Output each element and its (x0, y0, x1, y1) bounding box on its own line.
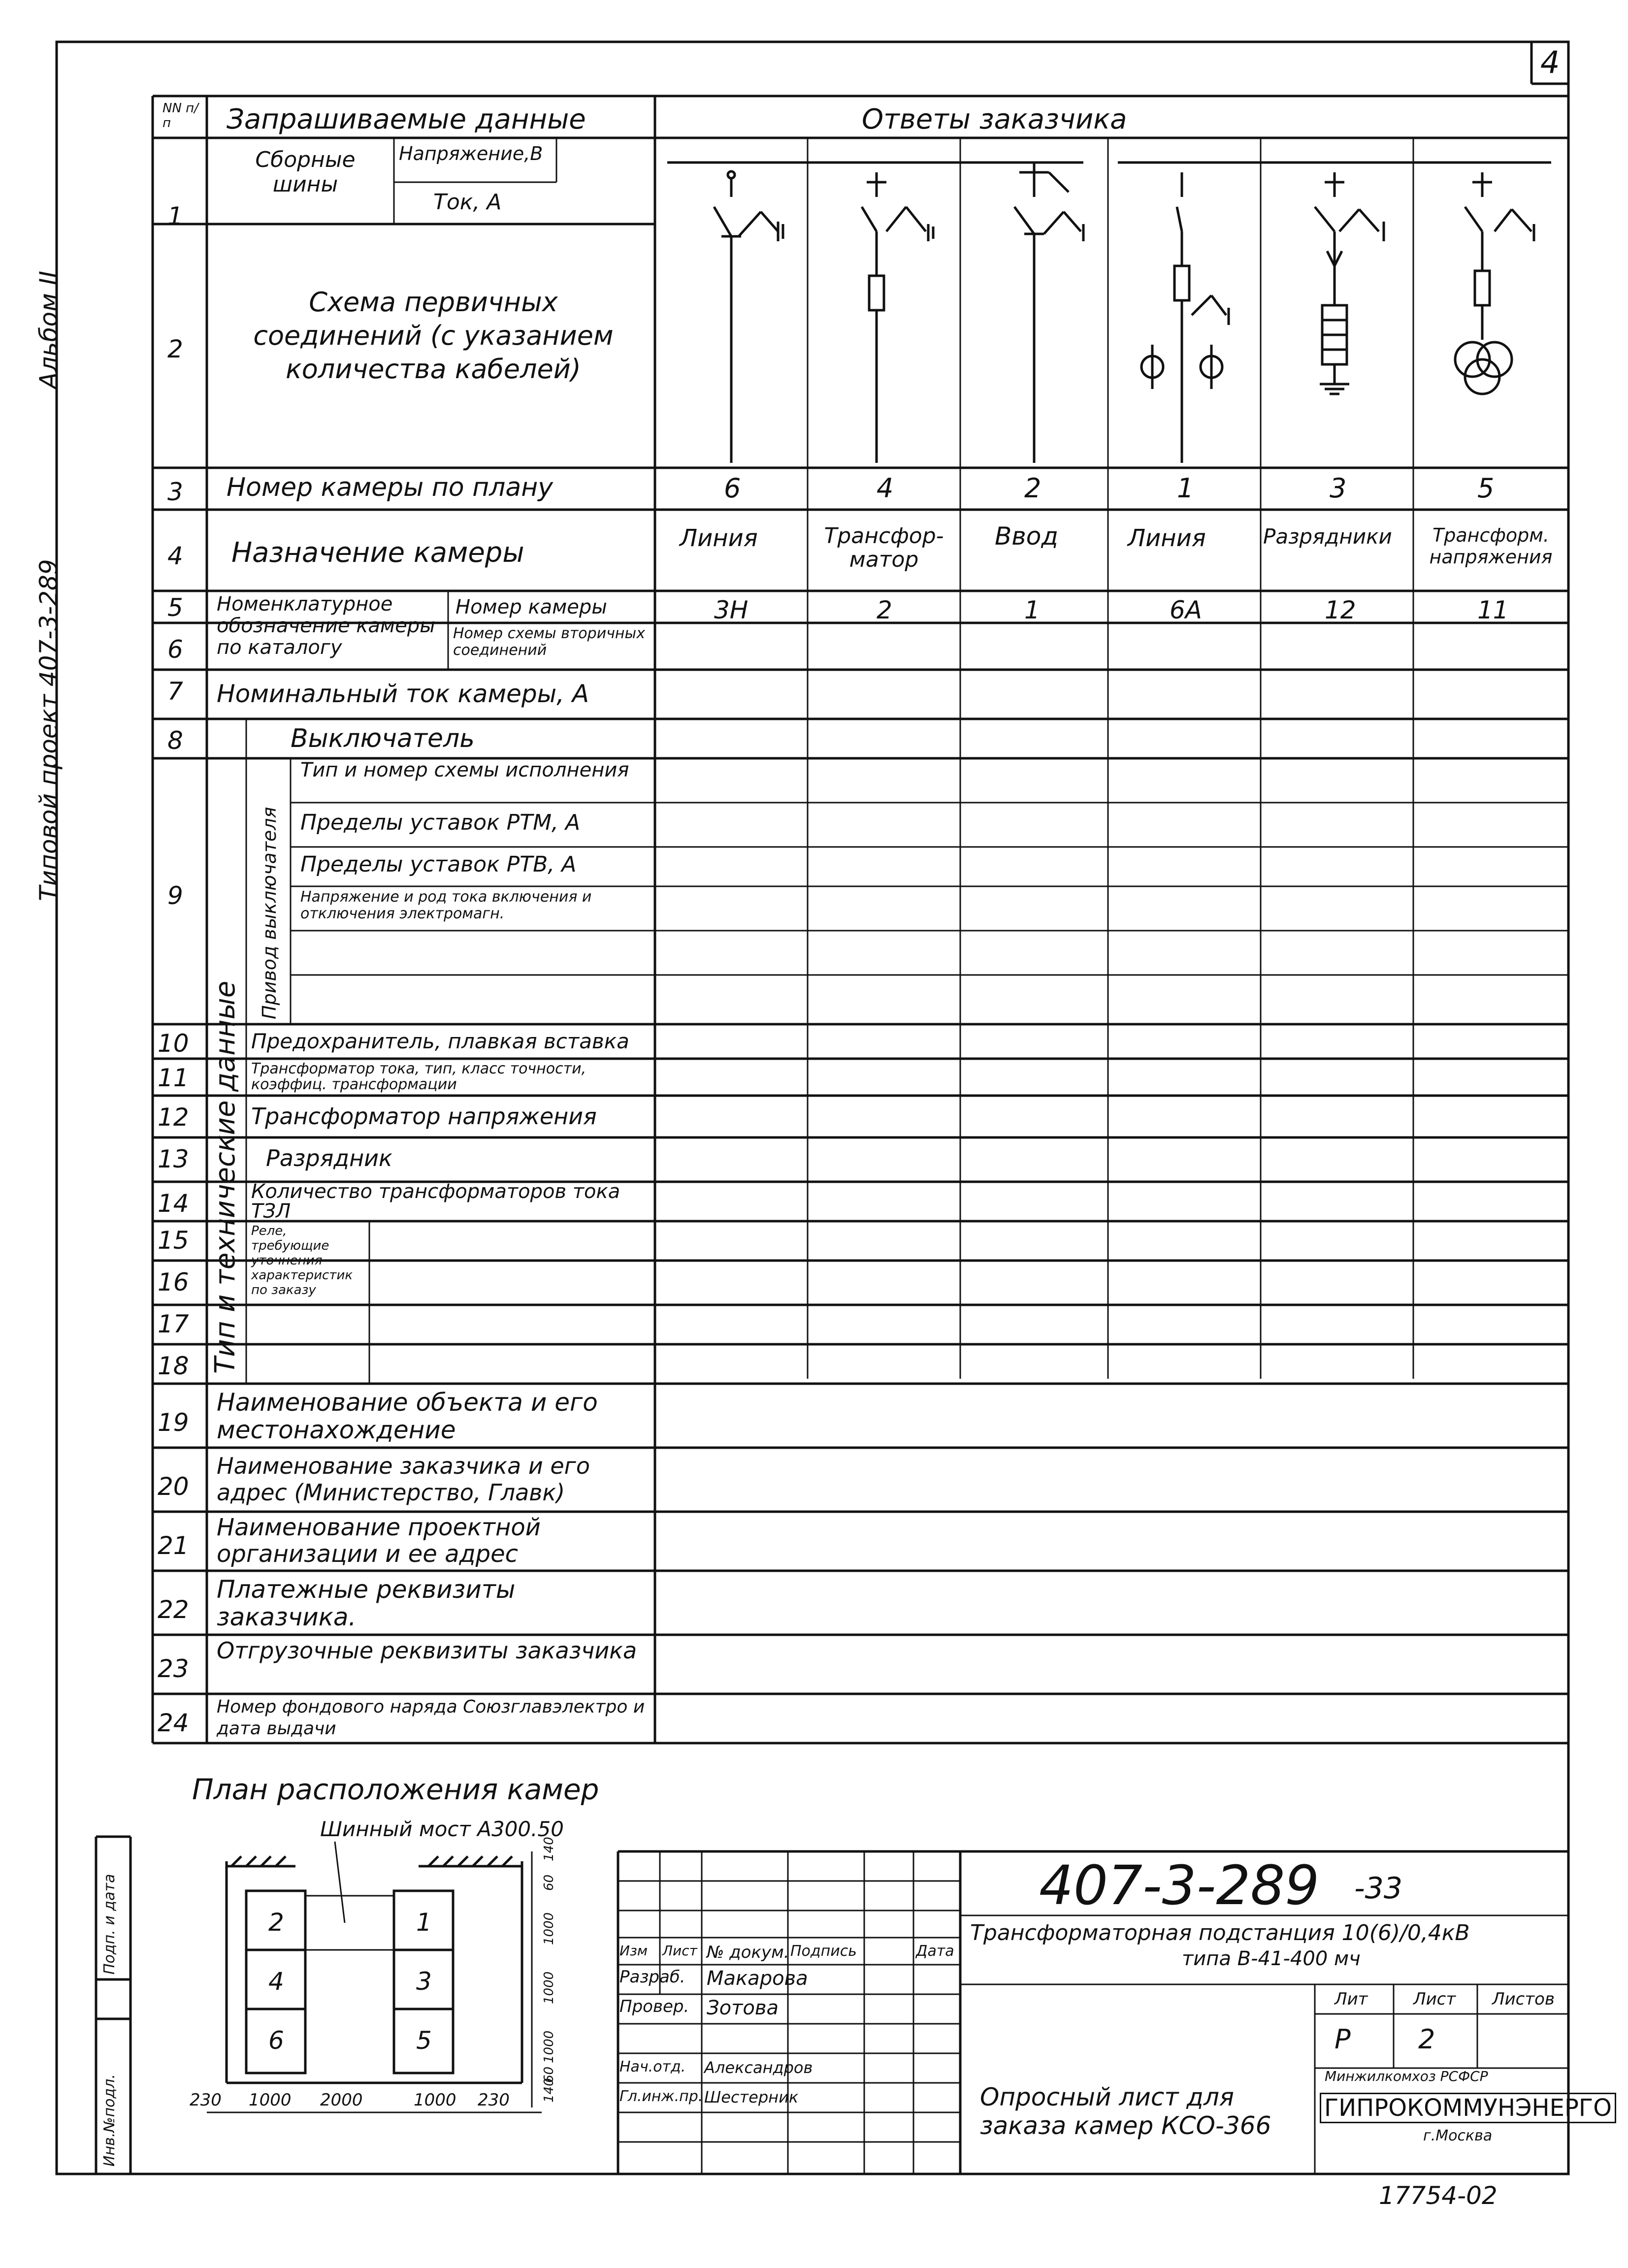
cell-number: 2 (268, 1908, 284, 1937)
row-label: Трансформатор тока, тип, класс точности, коэффиц. трансформации (251, 1060, 586, 1093)
camera-purpose: Линия (1128, 524, 1206, 552)
row-label: Наименование заказчика и его адрес (Министерство, Главк) (217, 1453, 590, 1506)
cell-plan-drawing (207, 1842, 542, 2112)
stamp-name: Шестерник (704, 2088, 799, 2106)
stamp-header: Лист (662, 1943, 697, 1959)
row-no: 7 (167, 677, 183, 706)
dim-label: 230 (478, 2090, 510, 2110)
stamp-role: Разраб. (619, 1967, 685, 1987)
camera-number: 4 (877, 473, 894, 504)
doc-suffix: -33 (1354, 1871, 1402, 1906)
row-no: 6 (167, 635, 183, 664)
stamp-role: Провер. (619, 1997, 689, 2016)
dim-label: 140 (542, 1837, 556, 1861)
row-label: Номер камеры по плану (227, 473, 553, 502)
dim-label: 1000 (249, 2090, 292, 2110)
row-no: 21 (158, 1531, 189, 1560)
sign-date-label: Подп. и дата (101, 1874, 118, 1975)
row-no: 22 (158, 1595, 189, 1624)
row-sublabel: Номер схемы вторичных соединений (453, 625, 645, 659)
row-no: 14 (158, 1189, 189, 1218)
row-sublabel: Напряжение,В (399, 143, 543, 164)
camera-purpose: Трансформ. напряжения (1429, 524, 1553, 568)
dim-label: 1000 (542, 2030, 556, 2063)
stamp-role: Гл.инж.пр. (619, 2088, 703, 2105)
title-line2: типа В-41-400 мч (1182, 1947, 1361, 1970)
row-label: Платежные реквизиты заказчика. (217, 1575, 516, 1631)
row-label: Наименование объекта и его местонахождение (217, 1388, 598, 1444)
row-label: Номенклатурное обозначение камеры по каталогу (217, 593, 435, 659)
row-no: 1 (167, 202, 183, 230)
relay-group-label: Реле, требующие уточнения характеристик по заказу (251, 1224, 353, 1297)
row-no: 20 (158, 1472, 189, 1501)
dim-label: 60 (542, 1874, 556, 1891)
camera-purpose: Трансфор-матор (824, 523, 944, 572)
cell-number: 6 (268, 2026, 284, 2055)
row-sublabel: Тип и номер схемы исполнения (300, 759, 629, 781)
project-label: Типовой проект 407-3-289 (34, 559, 63, 901)
stamp-header: Дата (916, 1943, 954, 1960)
inv-no-label: Инв.№подл. (101, 2074, 118, 2167)
stamp-header: № докум. (707, 1943, 789, 1962)
row-no: 17 (158, 1310, 189, 1338)
row-sublabel: Напряжение и род тока включения и отключения электромагн. (300, 888, 592, 922)
plan-title: План расположения камер (192, 1773, 599, 1806)
camera-nomenclature: 12 (1325, 596, 1356, 624)
camera-number: 3 (1330, 473, 1347, 504)
col-requested-header: Запрашиваемые данные (227, 103, 586, 135)
stamp-header: Изм (619, 1943, 648, 1959)
drive-group-label: Привод выключателя (259, 807, 280, 1019)
bus-bridge-label: Шинный мост А300.50 (320, 1817, 564, 1841)
sheet-label: Лист (1413, 1989, 1456, 2009)
ministry: Минжилкомхоз РСФСР (1325, 2068, 1488, 2084)
schematics (667, 162, 1551, 463)
row-no: 16 (158, 1268, 189, 1296)
row-no: 3 (167, 478, 183, 506)
row-no: 11 (158, 1064, 189, 1092)
bottom-code: 17754-02 (1379, 2181, 1498, 2210)
title-line1: Трансформаторная подстанция 10(6)/0,4кВ (970, 1920, 1470, 1945)
cell-number: 3 (416, 1967, 432, 1996)
row-sublabel: Ток, А (433, 190, 502, 215)
row-label: Выключатель (291, 724, 475, 753)
cell-number: 4 (268, 1967, 284, 1996)
row-no: 13 (158, 1145, 189, 1173)
camera-nomenclature: 11 (1477, 596, 1509, 624)
col-answers-header: Ответы заказчика (862, 103, 1127, 135)
stamp-name: Зотова (707, 1997, 779, 2019)
tech-group-label: Тип и технические данные (209, 980, 241, 1374)
row-no: 19 (158, 1408, 189, 1437)
sheet-value: 2 (1418, 2024, 1435, 2055)
camera-nomenclature: 1 (1024, 596, 1040, 624)
dim-label: 60 (542, 2066, 556, 2083)
dim-label: 1000 (542, 1971, 556, 2004)
row-no: 4 (167, 542, 183, 570)
camera-nomenclature: 6А (1170, 596, 1203, 624)
stage-value: Р (1335, 2024, 1351, 2055)
stamp-name: Макарова (707, 1967, 808, 1990)
camera-purpose: Линия (680, 524, 758, 552)
cell-number: 1 (416, 1908, 432, 1937)
row-no: 23 (158, 1654, 189, 1683)
stamp-role: Нач.отд. (619, 2058, 686, 2075)
stage-label: Лит (1335, 1989, 1368, 2009)
row-sublabel: Номер камеры (456, 596, 607, 618)
sheet-title: Опросный лист для заказа камер КСО-366 (980, 2083, 1271, 2140)
row-label: Номинальный ток камеры, А (217, 680, 589, 708)
row-label: Предохранитель, плавкая вставка (251, 1029, 629, 1053)
row-label: Сборные шины (255, 147, 356, 197)
row-no: 12 (158, 1103, 189, 1132)
camera-number: 6 (724, 473, 741, 504)
dim-label: 140 (542, 2078, 556, 2103)
row-label: Наименование проектной организации и ее адрес (217, 1514, 541, 1568)
dim-label: 230 (190, 2090, 222, 2110)
row-label: Количество трансформаторов тока ТЗЛ (251, 1180, 620, 1223)
row-label: Назначение камеры (231, 537, 524, 569)
camera-number: 5 (1477, 473, 1495, 504)
dim-label: 2000 (320, 2090, 363, 2110)
stamp-header: Подпись (790, 1943, 857, 1960)
city: г.Москва (1423, 2127, 1493, 2144)
row-label: Номер фондового наряда Союзглавэлектро и дата выдачи (217, 1697, 645, 1739)
camera-nomenclature: 3Н (714, 596, 749, 624)
cell-number: 5 (416, 2026, 432, 2055)
stamp-name: Александров (704, 2058, 813, 2077)
camera-purpose: Разрядники (1263, 524, 1392, 549)
row-no: 5 (167, 593, 183, 622)
row-no: 10 (158, 1029, 189, 1058)
camera-number: 2 (1024, 473, 1042, 504)
page-number: 4 (1540, 44, 1560, 80)
row-no: 24 (158, 1709, 189, 1737)
row-sublabel: Пределы уставок РТМ, А (300, 810, 581, 835)
doc-number: 407-3-289 (1039, 1854, 1320, 1917)
row-no: 8 (167, 726, 183, 755)
org-logo: ГИПРОКОММУНЭНЕРГО (1320, 2093, 1616, 2123)
sheets-label: Листов (1492, 1989, 1555, 2009)
row-no: 15 (158, 1226, 189, 1255)
dim-label: 1000 (414, 2090, 456, 2110)
col-no-header: NN п/п (163, 101, 198, 130)
row-sublabel: Пределы уставок РТВ, А (300, 852, 577, 877)
row-label: Схема первичных соединений (с указанием количества кабелей) (253, 287, 614, 385)
camera-number: 1 (1177, 473, 1194, 504)
row-label: Разрядник (266, 1145, 392, 1171)
camera-purpose: Ввод (995, 522, 1058, 551)
row-label: Трансформатор напряжения (251, 1103, 597, 1130)
row-no: 9 (167, 881, 183, 910)
row-label: Отгрузочные реквизиты заказчика (217, 1637, 637, 1664)
camera-nomenclature: 2 (877, 596, 892, 624)
album-label: Альбом II (34, 270, 63, 389)
row-no: 18 (158, 1352, 189, 1380)
dim-label: 1000 (542, 1912, 556, 1945)
row-no: 2 (167, 335, 183, 363)
